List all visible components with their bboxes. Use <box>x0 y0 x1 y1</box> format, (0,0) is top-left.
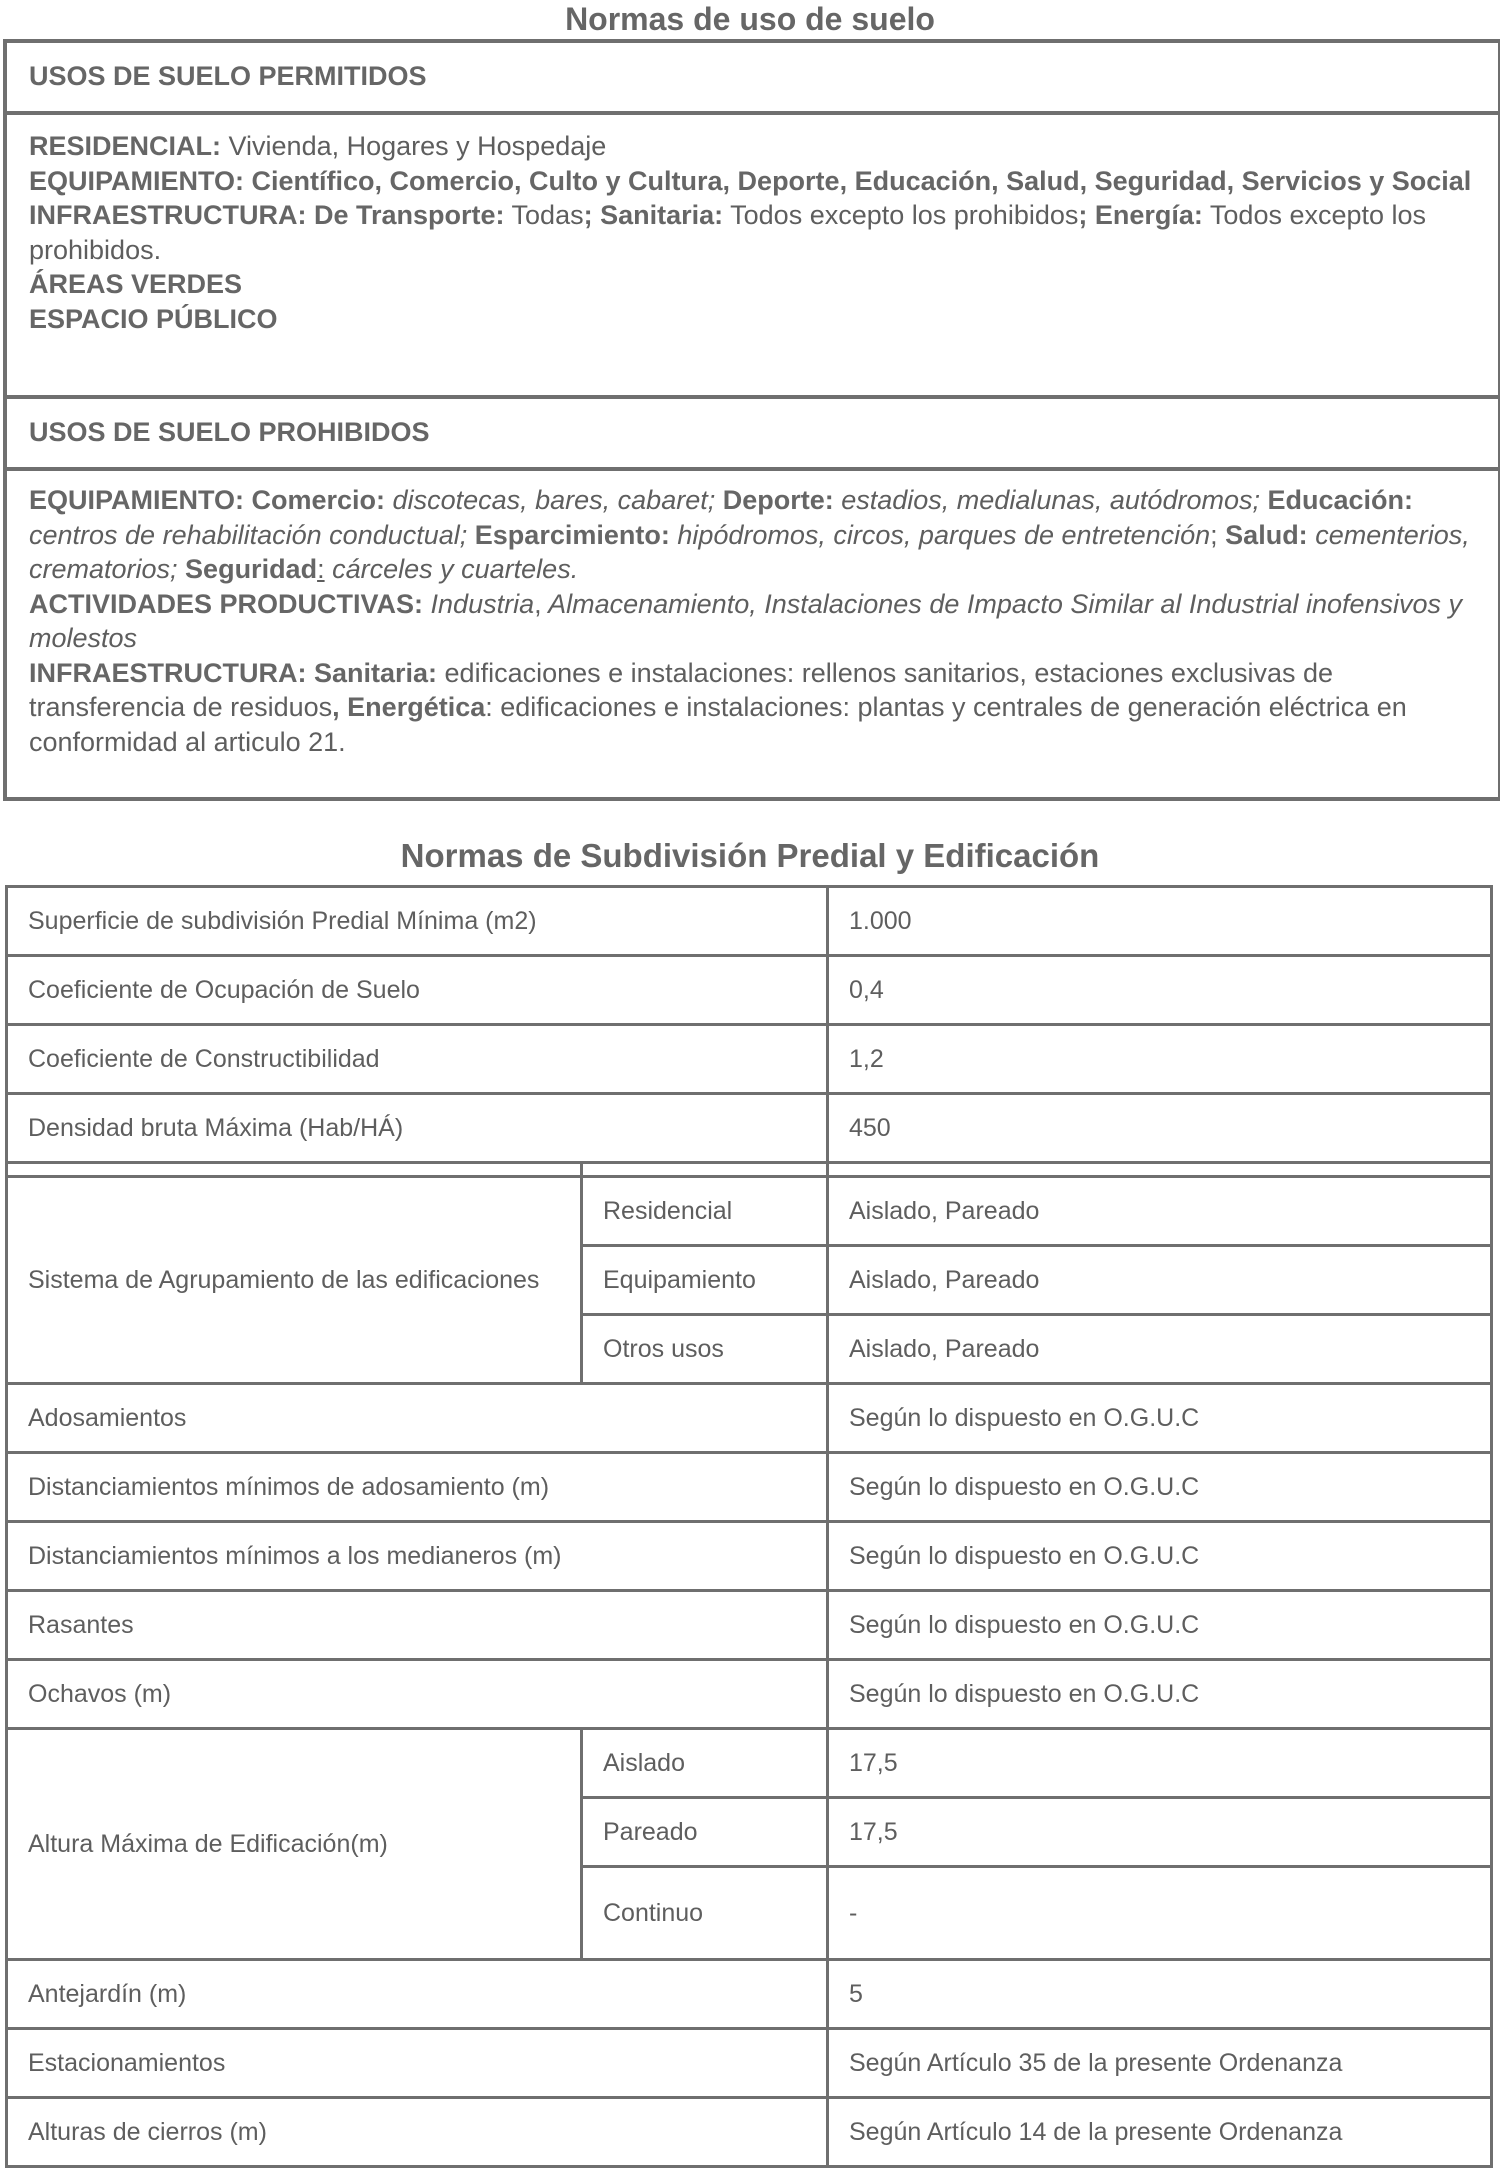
subdivision-title: Normas de Subdivisión Predial y Edificación <box>400 837 1100 874</box>
permitted-heading: USOS DE SUELO PERMITIDOS <box>7 43 1498 115</box>
row-value: Según lo dispuesto en O.G.U.C <box>828 1591 1492 1660</box>
prohibited-equipamiento: EQUIPAMIENTO: Comercio: discotecas, bares, cabaret; Deporte: estadios, medialunas, autódromos; Educación: centros de rehabilitación conductual; Esparcimiento: hipódromos, circos, parques de entretención; Salud: cementerios, crematorios; Seguridad: cárceles y cuarteles. <box>29 485 1470 584</box>
row-value: Según lo dispuesto en O.G.U.C <box>828 1522 1492 1591</box>
prohibited-body <box>7 471 1498 797</box>
row-label: Densidad bruta Máxima (Hab/HÁ) <box>7 1094 828 1163</box>
row-value: Según lo dispuesto en O.G.U.C <box>828 1453 1492 1522</box>
sub-label: Otros usos <box>582 1315 828 1384</box>
table-row <box>7 1453 1492 1522</box>
table-row <box>7 2029 1492 2098</box>
sub-label: Pareado <box>582 1798 828 1867</box>
row-label: Adosamientos <box>7 1384 828 1453</box>
row-value: 17,5 <box>828 1798 1492 1867</box>
row-label: Estacionamientos <box>7 2029 828 2098</box>
sub-label: Continuo <box>582 1867 828 1960</box>
prohibited-heading: USOS DE SUELO PROHIBIDOS <box>7 399 1498 471</box>
permitted-residencial: RESIDENCIAL: Vivienda, Hogares y Hospedaje <box>29 131 607 161</box>
row-value: Según lo dispuesto en O.G.U.C <box>828 1660 1492 1729</box>
row-value: Según lo dispuesto en O.G.U.C <box>828 1384 1492 1453</box>
land-use-title: Normas de uso de suelo <box>565 1 935 37</box>
table-row <box>7 1591 1492 1660</box>
prohibited-actividades-productivas: ACTIVIDADES PRODUCTIVAS: Industria, Almacenamiento, Instalaciones de Impacto Similar al Industrial inofensivos y molestos <box>29 588 1463 653</box>
row-value: 450 <box>828 1094 1492 1163</box>
table-row <box>7 956 1492 1025</box>
table-row <box>7 1960 1492 2029</box>
table-row <box>7 1729 1492 1798</box>
row-value: - <box>828 1867 1492 1960</box>
permitted-infraestructura: INFRAESTRUCTURA: De Transporte: Todas; Sanitaria: Todos excepto los prohibidos; Energía: Todos excepto los prohibidos. <box>29 200 1427 265</box>
row-label: Superficie de subdivisión Predial Mínima (m2) <box>7 887 828 956</box>
permitted-espacio-publico: ESPACIO PÚBLICO <box>29 303 278 334</box>
spacer-row <box>7 1163 1492 1177</box>
row-label: Distanciamientos mínimos a los medianeros (m) <box>7 1522 828 1591</box>
table-row <box>7 1522 1492 1591</box>
table-row <box>7 1025 1492 1094</box>
row-value: Según Artículo 35 de la presente Ordenanza <box>828 2029 1492 2098</box>
permitted-equipamiento: EQUIPAMIENTO: Científico, Comercio, Culto y Cultura, Deporte, Educación, Salud, Seguridad, Servicios y Social <box>29 165 1472 196</box>
row-value: 1.000 <box>828 887 1492 956</box>
table-row <box>7 1384 1492 1453</box>
table-row <box>7 1177 1492 1246</box>
row-value: Aislado, Pareado <box>828 1177 1492 1246</box>
row-label: Ochavos (m) <box>7 1660 828 1729</box>
row-value: 1,2 <box>828 1025 1492 1094</box>
row-label: Alturas de cierros (m) <box>7 2098 828 2167</box>
row-label: Distanciamientos mínimos de adosamiento (m) <box>7 1453 828 1522</box>
row-value: 17,5 <box>828 1729 1492 1798</box>
land-use-box <box>3 39 1500 801</box>
table-row <box>7 1094 1492 1163</box>
row-label: Coeficiente de Constructibilidad <box>7 1025 828 1094</box>
sub-label: Aislado <box>582 1729 828 1798</box>
table-row <box>7 887 1492 956</box>
row-value: Según Artículo 14 de la presente Ordenanza <box>828 2098 1492 2167</box>
row-value: Aislado, Pareado <box>828 1246 1492 1315</box>
sub-label: Equipamiento <box>582 1246 828 1315</box>
altura-label: Altura Máxima de Edificación(m) <box>7 1729 582 1960</box>
table-row <box>7 2098 1492 2167</box>
row-label: Antejardín (m) <box>7 1960 828 2029</box>
permitted-areas-verdes: ÁREAS VERDES <box>29 269 243 299</box>
subdivision-table <box>5 885 1493 2168</box>
row-value: Aislado, Pareado <box>828 1315 1492 1384</box>
prohibited-infraestructura: INFRAESTRUCTURA: Sanitaria: edificaciones e instalaciones: rellenos sanitarios, estaciones exclusivas de transferencia de residuos, Energética: edificaciones e instalaciones: plantas y centrales de generación eléctrica en conformidad al articulo 21. <box>29 657 1407 757</box>
permitted-body <box>7 115 1498 399</box>
row-label: Rasantes <box>7 1591 828 1660</box>
table-row <box>7 1660 1492 1729</box>
row-value: 5 <box>828 1960 1492 2029</box>
row-value: 0,4 <box>828 956 1492 1025</box>
sub-label: Residencial <box>582 1177 828 1246</box>
agrupamiento-label: Sistema de Agrupamiento de las edificaciones <box>7 1177 582 1384</box>
row-label: Coeficiente de Ocupación de Suelo <box>7 956 828 1025</box>
